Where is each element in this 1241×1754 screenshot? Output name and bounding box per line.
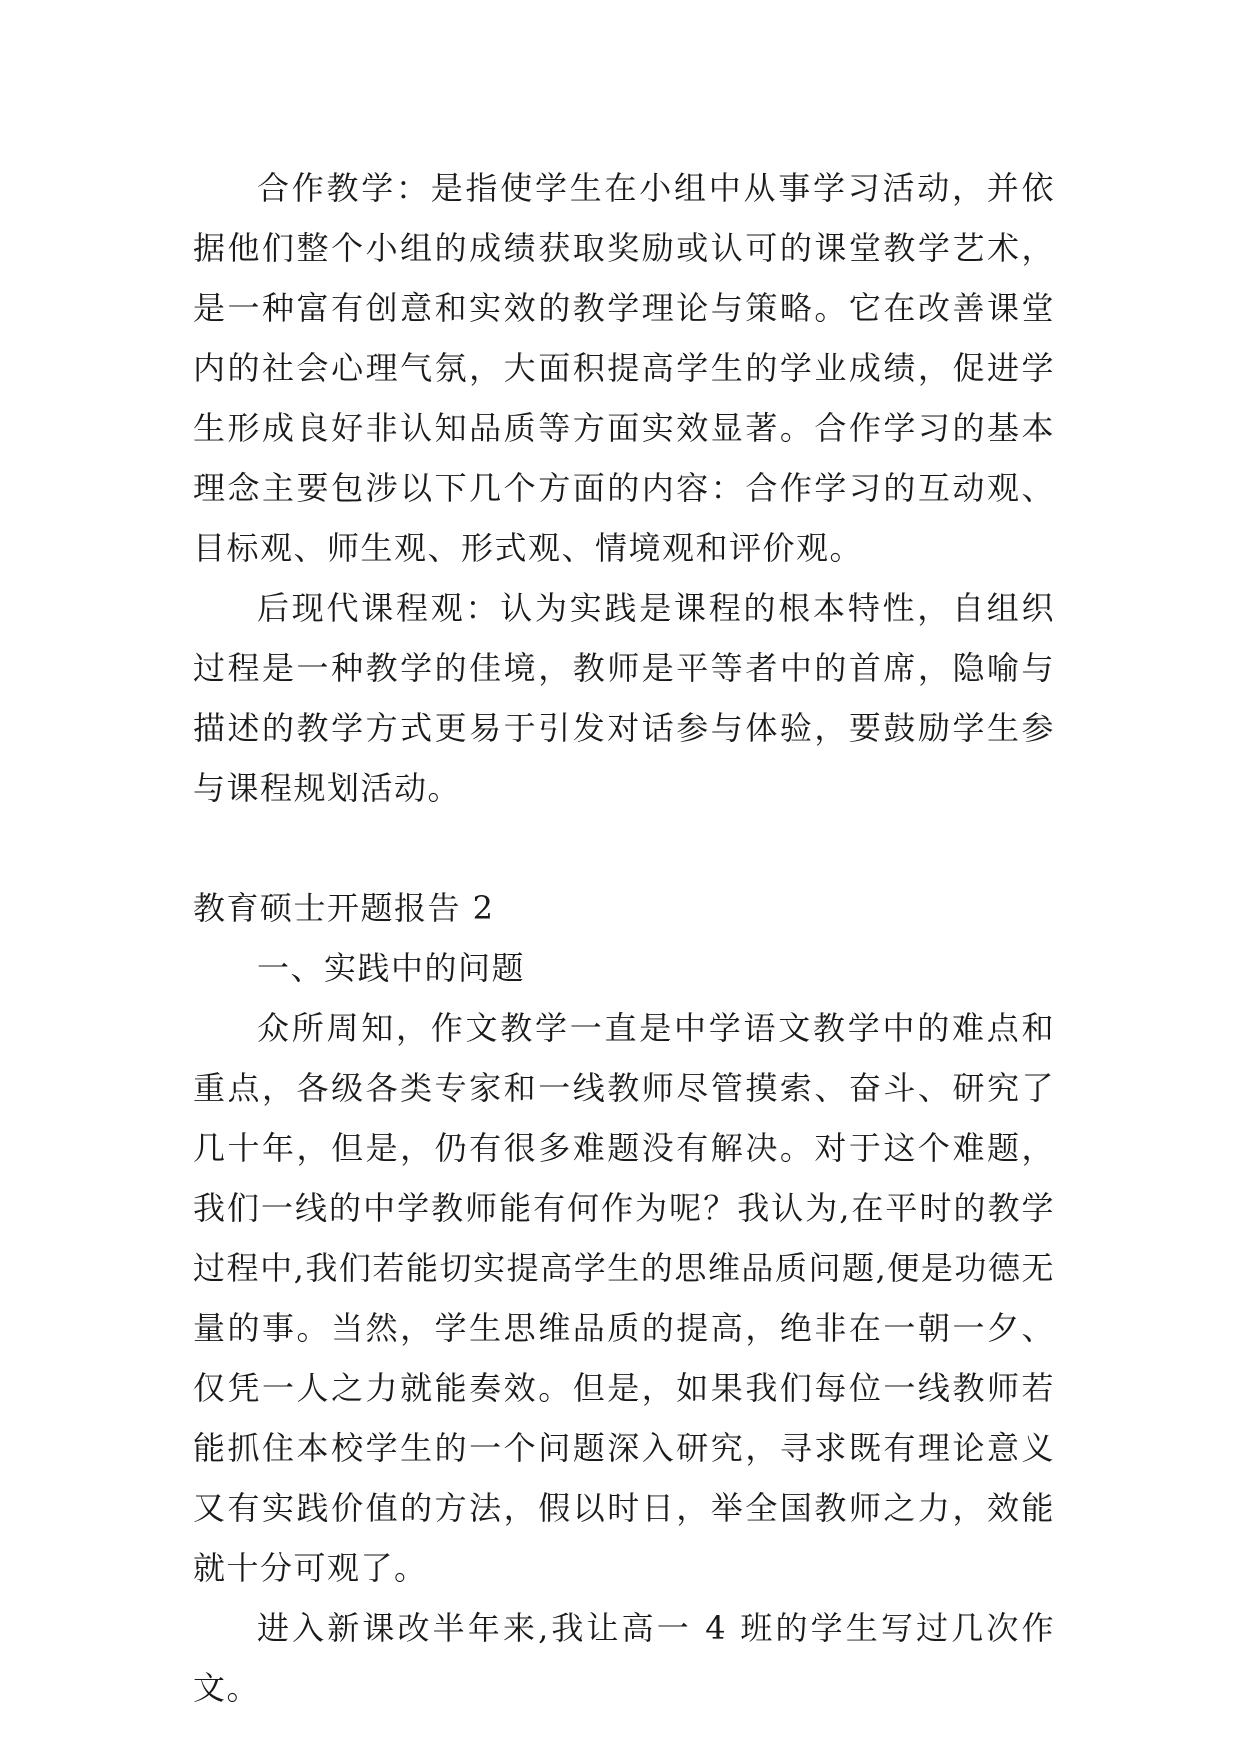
subsection-title: 一、实践中的问题: [257, 949, 526, 987]
paragraph-writing-teaching: 众所周知，作文教学一直是中学语文教学中的难点和重点，各级各类专家和一线教师尽管摸索、奋斗、研究了几十年，但是，仍有很多难题没有解决。对于这个难题，我们一线的中学教师能有何作为呢？我认为,在平时的教学过程中,我们若能切实提高学生的思维品质问题,便是功德无量的事。当然，学生思维品质的提高，绝非在一朝一夕、仅凭一人之力就能奏效。但是，如果我们每位一线教师若能抓住本校学生的一个问题深入研究，寻求既有理论意义又有实践价值的方法，假以时日，举全国教师之力，效能就十分可观了。: [193, 1009, 1055, 1587]
paragraph-new-curriculum: 进入新课改半年来,我让高一 4 班的学生写过几次作文。: [193, 1609, 1055, 1707]
paragraph-postmodern-curriculum: 后现代课程观：认为实践是课程的根本特性，自组织过程是一种教学的佳境，教师是平等者中的首席，隐喻与描述的教学方式更易于引发对话参与体验，要鼓励学生参与课程规划活动。: [193, 589, 1055, 807]
paragraph-cooperative-teaching: 合作教学：是指使学生在小组中从事学习活动，并依据他们整个小组的成绩获取奖励或认可的课堂教学艺术，是一种富有创意和实效的教学理论与策略。它在改善课堂内的社会心理气氛，大面积提高学生的学业成绩，促进学生形成良好非认知品质等方面实效显著。合作学习的基本理念主要包涉以下几个方面的内容：合作学习的互动观、目标观、师生观、形式观、情境观和评价观。: [193, 169, 1055, 567]
document-body: [193, 158, 1055, 1718]
section-title: 教育硕士开题报告 2: [193, 889, 495, 927]
